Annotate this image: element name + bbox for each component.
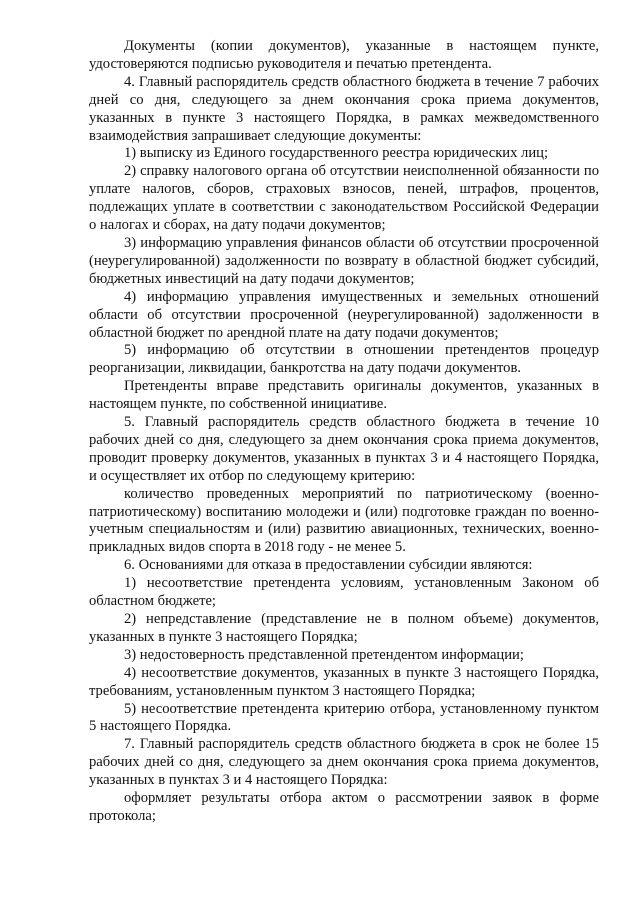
paragraph-item-6-4: 4) несоответствие документов, указанных в пункте 3 настоящего Порядка, требованиям, установленным пунктом 3 настоящего Порядка; xyxy=(89,664,599,699)
paragraph-item-4-1: 1) выписку из Единого государственного реестра юридических лиц; xyxy=(124,145,549,162)
paragraph-documents-certification: Документы (копии документов), указанные в настоящем пункте, удостоверяются подписью руководителя и печатью претендента. xyxy=(89,38,599,72)
paragraph-item-6-3: 3) недостоверность представленной претендентом информации; xyxy=(124,646,524,663)
paragraph-item-4-4: 4) информацию управления имущественных и земельных отношений области об отсутствии просроченной (неурегулированной) задолженности в областной бюджет по арендной плате на дату подачи документов; xyxy=(89,288,599,341)
paragraph-item-5: 5. Главный распорядитель средств областного бюджета в течение 10 рабочих дней со дня, следующего за днем окончания срока приема документов, проводит проверку документов, указанных в пунктах 3 и 4 настоящего Порядка, и осуществляет их отбор по следующему критерию: xyxy=(89,414,599,484)
paragraph-item-6-2: 2) непредставление (представление не в полном объеме) документов, указанных в пункте 3 настоящего Порядка; xyxy=(89,611,599,645)
document-page xyxy=(89,38,599,826)
paragraph-item-4-3: 3) информацию управления финансов области об отсутствии просроченной (неурегулированной) задолженности по возврату в областной бюджет субсидий, бюджетных инвестиций на дату подачи документов; xyxy=(89,234,599,287)
paragraph-item-4: 4. Главный распорядитель средств областного бюджета в течение 7 рабочих дней со дня, следующего за днем окончания срока приема документов, указанных в пункте 3 настоящего Порядка, в рамках межведомственного взаимодействия запрашивает следующие документы: xyxy=(89,73,599,144)
paragraph-item-6-5: 5) несоответствие претендента критерию отбора, установленному пунктом 5 настоящего Порядка. xyxy=(89,700,599,735)
paragraph-item-4-2: 2) справку налогового органа об отсутствии неисполненной обязанности по уплате налогов, сборов, страховых взносов, пеней, штрафов, процентов, подлежащих уплате в соответствии с законодательством Российской Федерации о налогах и сборах, на дату подачи документов; xyxy=(89,163,599,234)
paragraph-item-4-5: 5) информацию об отсутствии в отношении претендентов процедур реорганизации, ликвидации, банкротства на дату подачи документов. xyxy=(89,342,599,377)
paragraph-item-6: 6. Основаниями для отказа в предоставлении субсидии являются: xyxy=(124,557,533,574)
paragraph-criterion: количество проведенных мероприятий по патриотическому (военно-патриотическому) воспитанию молодежи и (или) подготовке граждан по военно-учетным специальностям и (или) развитию авиационных, технических, военно-прикладных видов спорта в 2018 году - не менее 5. xyxy=(89,485,599,556)
paragraph-item-6-1: 1) несоответствие претендента условиям, установленным Законом об областном бюджете; xyxy=(89,575,599,610)
paragraph-originals: Претенденты вправе представить оригиналы документов, указанных в настоящем пункте, по собственной инициативе. xyxy=(89,378,599,413)
paragraph-item-7: 7. Главный распорядитель средств областного бюджета в срок не более 15 рабочих дней со дня, следующего за днем окончания срока приема документов, указанных в пунктах 3 и 4 настоящего Порядка: xyxy=(89,736,599,789)
paragraph-protocol: оформляет результаты отбора актом о рассмотрении заявок в форме протокола; xyxy=(89,790,599,824)
